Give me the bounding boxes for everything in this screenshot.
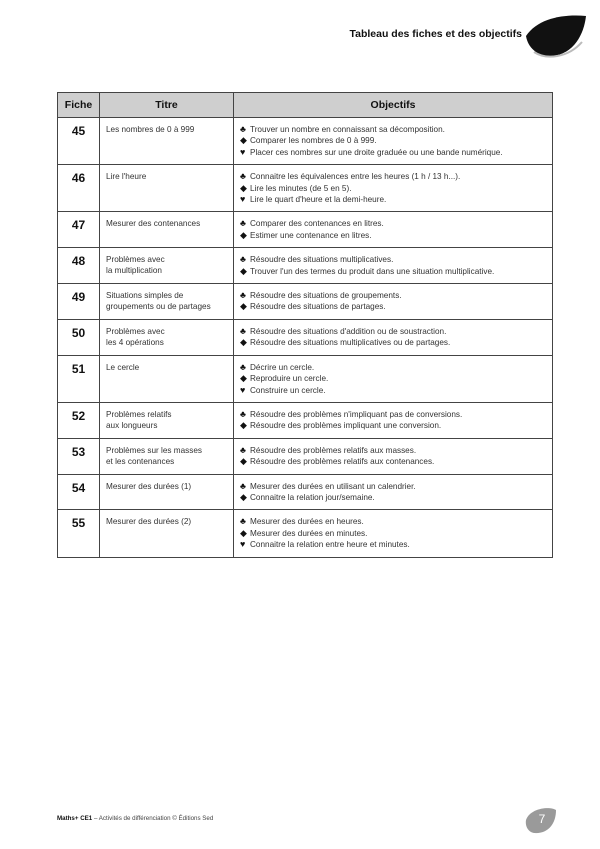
objective-item [240, 420, 548, 431]
club-icon: ♣ [240, 218, 246, 229]
objective-text: Trouver l'un des termes du produit dans une situation multiplicative. [250, 266, 495, 276]
column-header-objectifs: Objectifs [234, 93, 553, 118]
fiche-title [100, 118, 234, 165]
objective-text: Mesurer des durées en minutes. [250, 528, 368, 538]
objective-item [240, 290, 548, 301]
fiche-objectives [234, 118, 553, 165]
footer-brand: Maths+ CE1 [57, 815, 93, 822]
fiche-title-line: Le cercle [106, 362, 140, 372]
fiche-number: 51 [58, 355, 100, 402]
fiche-title [100, 248, 234, 284]
column-header-titre: Titre [100, 93, 234, 118]
diamond-icon: ◆ [240, 229, 247, 240]
objective-text: Résoudre des problèmes relatifs aux contenances. [250, 457, 435, 467]
table-row [58, 212, 553, 248]
club-icon: ♣ [240, 124, 246, 134]
objective-item [240, 147, 548, 158]
fiche-title-line: Problèmes sur les masses [106, 445, 203, 455]
fiche-title [100, 212, 234, 248]
objective-text: Résoudre des situations de partages. [250, 302, 386, 312]
page-number: 7 [538, 812, 546, 826]
fiche-title-line: Les nombres de 0 à 999 [106, 125, 195, 134]
objective-text: Mesurer des durées en heures. [250, 517, 364, 527]
table-row [58, 319, 553, 355]
fiche-number: 47 [58, 212, 100, 248]
fiche-title-line: et les contenances [106, 456, 175, 466]
objective-item [240, 539, 548, 550]
objective-item [240, 171, 548, 182]
objective-item [240, 218, 548, 229]
table-row [58, 165, 553, 212]
objective-item [240, 445, 548, 456]
club-icon: ♣ [240, 516, 246, 527]
fiche-title-line: aux longueurs [106, 420, 158, 430]
objective-text: Résoudre des situations multiplicatives ou de partages. [250, 338, 451, 348]
table-row [58, 118, 553, 165]
fiche-objectives [234, 438, 553, 474]
fiche-title-line: Mesurer des durées (1) [106, 481, 192, 491]
heart-icon: ♥ [240, 146, 246, 157]
fiche-number: 45 [58, 118, 100, 165]
objective-text: Connaitre la relation entre heure et minutes. [250, 540, 410, 550]
objective-item [240, 194, 548, 205]
fiche-title-line: Problèmes relatifs [106, 409, 172, 419]
fiche-title [100, 355, 234, 402]
table-row [58, 438, 553, 474]
diamond-icon: ◆ [240, 265, 247, 276]
fiche-title [100, 438, 234, 474]
table-row [58, 284, 553, 320]
objective-text: Connaitre les équivalences entre les heures (1 h / 13 h...). [250, 172, 461, 182]
objective-item [240, 254, 548, 265]
objective-item [240, 516, 548, 527]
table-row [58, 402, 553, 438]
fiche-title-line: Problèmes avec [106, 255, 165, 265]
diamond-icon: ◆ [240, 301, 247, 312]
drop-shape-icon [524, 12, 588, 58]
club-icon: ♣ [240, 290, 246, 301]
objective-item [240, 337, 548, 348]
objective-text: Connaitre la relation jour/semaine. [250, 492, 375, 502]
club-icon: ♣ [240, 254, 246, 265]
diamond-icon: ◆ [240, 491, 247, 502]
diamond-icon: ◆ [240, 182, 247, 193]
fiche-objectives [234, 212, 553, 248]
objective-text: Résoudre des situations de groupements. [250, 291, 402, 301]
column-header-fiche: Fiche [58, 93, 100, 118]
table-row [58, 474, 553, 510]
fiche-number: 52 [58, 402, 100, 438]
diamond-icon: ◆ [240, 527, 247, 538]
objective-item [240, 301, 548, 312]
objectives-table-container [57, 92, 553, 558]
table-row [58, 510, 553, 557]
fiche-objectives [234, 248, 553, 284]
objective-text: Résoudre des problèmes relatifs aux masses. [250, 445, 417, 455]
objectives-table [57, 92, 553, 558]
objective-item [240, 362, 548, 373]
fiche-title-line: groupements ou de partages [106, 302, 211, 312]
objective-text: Reproduire un cercle. [250, 374, 329, 384]
fiche-title [100, 319, 234, 355]
footer-credit [57, 815, 213, 822]
objective-text: Résoudre des situations multiplicatives. [250, 255, 394, 265]
objective-text: Résoudre des problèmes n'impliquant pas de conversions. [250, 409, 463, 419]
page-section-title: Tableau des fiches et des objectifs [349, 28, 522, 40]
table-row [58, 248, 553, 284]
fiche-title [100, 402, 234, 438]
fiche-title-line: Lire l'heure [106, 172, 147, 182]
objective-item [240, 385, 548, 396]
objective-item [240, 183, 548, 194]
club-icon: ♣ [240, 325, 246, 336]
objective-item [240, 124, 548, 135]
table-body [58, 118, 553, 558]
footer-credit-text: – Activités de différenciation © Éditions Sed [92, 815, 214, 822]
heart-icon: ♥ [240, 194, 246, 205]
fiche-number: 55 [58, 510, 100, 557]
fiche-objectives [234, 510, 553, 557]
diamond-icon: ◆ [240, 337, 247, 348]
fiche-number: 48 [58, 248, 100, 284]
objective-text: Estimer une contenance en litres. [250, 230, 372, 240]
diamond-icon: ◆ [240, 135, 247, 146]
objective-text: Lire le quart d'heure et la demi-heure. [250, 195, 387, 205]
club-icon: ♣ [240, 171, 246, 182]
objective-item [240, 456, 548, 467]
objective-text: Résoudre des problèmes impliquant une conversion. [250, 421, 442, 431]
fiche-objectives [234, 355, 553, 402]
objective-text: Comparer des contenances en litres. [250, 219, 384, 229]
club-icon: ♣ [240, 408, 246, 419]
fiche-objectives [234, 319, 553, 355]
objective-item [240, 230, 548, 241]
objective-text: Mesurer des durées en utilisant un calendrier. [250, 481, 416, 491]
fiche-title [100, 165, 234, 212]
fiche-title-line: Problèmes avec [106, 326, 165, 336]
club-icon: ♣ [240, 444, 246, 455]
objective-item [240, 492, 548, 503]
objective-text: Placer ces nombres sur une droite graduée ou une bande numérique. [250, 147, 503, 157]
fiche-title [100, 284, 234, 320]
heart-icon: ♥ [240, 384, 246, 395]
fiche-title-line: les 4 opérations [106, 337, 164, 347]
objective-text: Décrire un cercle. [250, 362, 315, 372]
table-row [58, 355, 553, 402]
objective-item [240, 326, 548, 337]
objective-text: Comparer les nombres de 0 à 999. [250, 136, 377, 146]
diamond-icon: ◆ [240, 373, 247, 384]
diamond-icon: ◆ [240, 456, 247, 467]
objective-text: Résoudre des situations d'addition ou de soustraction. [250, 326, 447, 336]
fiche-number: 54 [58, 474, 100, 510]
objective-text: Lire les minutes (de 5 en 5). [250, 183, 352, 193]
fiche-number: 49 [58, 284, 100, 320]
fiche-title [100, 474, 234, 510]
objective-item [240, 528, 548, 539]
objective-item [240, 266, 548, 277]
table-header-row [58, 93, 553, 118]
club-icon: ♣ [240, 361, 246, 372]
diamond-icon: ◆ [240, 420, 247, 431]
objective-item [240, 373, 548, 384]
objective-text: Construire un cercle. [250, 385, 326, 395]
fiche-number: 50 [58, 319, 100, 355]
fiche-number: 53 [58, 438, 100, 474]
objective-item [240, 409, 548, 420]
fiche-title-line: Situations simples de [106, 291, 184, 301]
club-icon: ♣ [240, 480, 246, 491]
fiche-title-line: Mesurer des durées (2) [106, 517, 192, 527]
objective-item [240, 481, 548, 492]
objective-text: Trouver un nombre en connaissant sa décomposition. [250, 125, 445, 134]
fiche-objectives [234, 474, 553, 510]
fiche-objectives [234, 165, 553, 212]
objective-item [240, 135, 548, 146]
fiche-title [100, 510, 234, 557]
fiche-objectives [234, 284, 553, 320]
fiche-objectives [234, 402, 553, 438]
fiche-number: 46 [58, 165, 100, 212]
fiche-title-line: la multiplication [106, 266, 162, 276]
heart-icon: ♥ [240, 539, 246, 550]
fiche-title-line: Mesurer des contenances [106, 219, 201, 229]
